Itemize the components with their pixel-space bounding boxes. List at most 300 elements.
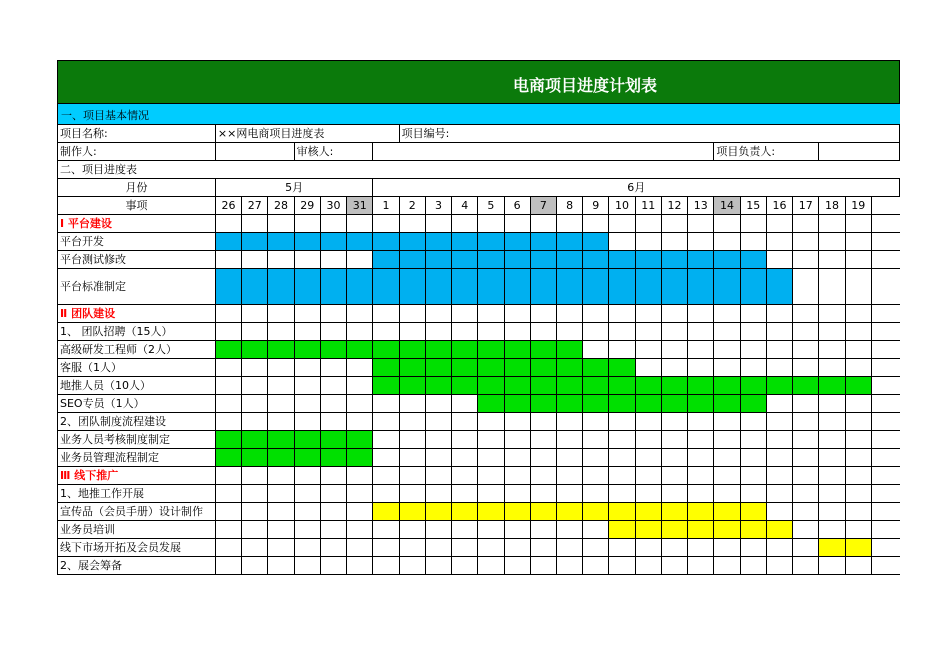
gantt-cell[interactable] [556, 485, 582, 503]
gantt-cell[interactable] [635, 413, 661, 431]
gantt-cell[interactable] [661, 557, 687, 575]
gantt-cell[interactable] [242, 467, 268, 485]
owner-value[interactable] [819, 143, 900, 161]
gantt-cell[interactable] [635, 485, 661, 503]
gantt-cell[interactable] [215, 503, 241, 521]
gantt-cell[interactable] [740, 431, 766, 449]
gantt-cell[interactable] [740, 539, 766, 557]
gantt-cell[interactable] [215, 305, 241, 323]
gantt-cell[interactable] [819, 395, 845, 413]
gantt-cell[interactable] [268, 215, 294, 233]
gantt-cell[interactable] [399, 305, 425, 323]
gantt-cell[interactable] [478, 215, 504, 233]
gantt-cell[interactable] [504, 431, 530, 449]
gantt-cell[interactable] [268, 503, 294, 521]
gantt-cell[interactable] [399, 539, 425, 557]
gantt-cell[interactable] [294, 305, 320, 323]
gantt-bar-cell[interactable] [609, 377, 635, 395]
gantt-cell[interactable] [609, 305, 635, 323]
gantt-cell[interactable] [556, 413, 582, 431]
gantt-bar-cell[interactable] [504, 251, 530, 269]
gantt-bar-cell[interactable] [583, 233, 609, 251]
gantt-cell[interactable] [530, 485, 556, 503]
gantt-cell[interactable] [373, 539, 399, 557]
gantt-bar-cell[interactable] [740, 251, 766, 269]
gantt-cell[interactable] [583, 449, 609, 467]
gantt-bar-cell[interactable] [478, 395, 504, 413]
gantt-cell[interactable] [793, 395, 819, 413]
gantt-cell[interactable] [452, 449, 478, 467]
gantt-cell[interactable] [661, 215, 687, 233]
gantt-cell[interactable] [556, 557, 582, 575]
gantt-cell[interactable] [504, 485, 530, 503]
gantt-cell[interactable] [373, 395, 399, 413]
gantt-bar-cell[interactable] [399, 233, 425, 251]
gantt-cell[interactable] [661, 413, 687, 431]
gantt-cell[interactable] [268, 485, 294, 503]
gantt-cell[interactable] [373, 413, 399, 431]
gantt-bar-cell[interactable] [661, 521, 687, 539]
gantt-cell[interactable] [242, 413, 268, 431]
gantt-cell[interactable] [793, 251, 819, 269]
gantt-cell[interactable] [819, 251, 845, 269]
gantt-cell[interactable] [845, 449, 871, 467]
gantt-cell[interactable] [452, 485, 478, 503]
gantt-cell[interactable] [452, 521, 478, 539]
gantt-bar-cell[interactable] [399, 341, 425, 359]
gantt-cell[interactable] [294, 251, 320, 269]
gantt-bar-cell[interactable] [504, 395, 530, 413]
gantt-cell[interactable] [268, 323, 294, 341]
gantt-bar-cell[interactable] [268, 269, 294, 305]
gantt-cell[interactable] [819, 269, 845, 305]
gantt-cell[interactable] [530, 521, 556, 539]
gantt-cell[interactable] [320, 305, 346, 323]
gantt-bar-cell[interactable] [478, 233, 504, 251]
gantt-bar-cell[interactable] [347, 233, 373, 251]
gantt-cell[interactable] [845, 395, 871, 413]
gantt-cell[interactable] [793, 341, 819, 359]
gantt-cell[interactable] [530, 305, 556, 323]
project-name-value[interactable]: ××网电商项目进度表 [215, 125, 399, 143]
gantt-cell[interactable] [740, 413, 766, 431]
gantt-cell[interactable] [268, 305, 294, 323]
gantt-cell[interactable] [294, 557, 320, 575]
gantt-cell[interactable] [268, 467, 294, 485]
gantt-cell[interactable] [373, 521, 399, 539]
gantt-cell[interactable] [294, 485, 320, 503]
gantt-cell[interactable] [320, 485, 346, 503]
gantt-bar-cell[interactable] [268, 449, 294, 467]
gantt-bar-cell[interactable] [714, 395, 740, 413]
gantt-bar-cell[interactable] [425, 503, 451, 521]
gantt-cell[interactable] [740, 341, 766, 359]
gantt-cell[interactable] [399, 395, 425, 413]
gantt-cell[interactable] [530, 467, 556, 485]
gantt-cell[interactable] [425, 467, 451, 485]
gantt-bar-cell[interactable] [530, 503, 556, 521]
gantt-bar-cell[interactable] [556, 377, 582, 395]
gantt-cell[interactable] [320, 377, 346, 395]
gantt-cell[interactable] [819, 305, 845, 323]
gantt-cell[interactable] [452, 215, 478, 233]
gantt-bar-cell[interactable] [583, 269, 609, 305]
gantt-cell[interactable] [268, 395, 294, 413]
gantt-cell[interactable] [845, 251, 871, 269]
gantt-cell[interactable] [793, 269, 819, 305]
gantt-cell[interactable] [452, 467, 478, 485]
gantt-bar-cell[interactable] [530, 377, 556, 395]
gantt-cell[interactable] [793, 359, 819, 377]
gantt-cell[interactable] [609, 539, 635, 557]
gantt-cell[interactable] [347, 557, 373, 575]
gantt-cell[interactable] [294, 377, 320, 395]
gantt-bar-cell[interactable] [425, 251, 451, 269]
gantt-bar-cell[interactable] [714, 377, 740, 395]
gantt-cell[interactable] [556, 323, 582, 341]
gantt-bar-cell[interactable] [399, 359, 425, 377]
gantt-cell[interactable] [819, 467, 845, 485]
gantt-cell[interactable] [242, 395, 268, 413]
gantt-bar-cell[interactable] [504, 359, 530, 377]
gantt-cell[interactable] [268, 251, 294, 269]
gantt-cell[interactable] [320, 503, 346, 521]
gantt-bar-cell[interactable] [452, 269, 478, 305]
gantt-bar-cell[interactable] [609, 503, 635, 521]
gantt-bar-cell[interactable] [504, 341, 530, 359]
gantt-cell[interactable] [688, 467, 714, 485]
gantt-bar-cell[interactable] [373, 341, 399, 359]
gantt-cell[interactable] [845, 233, 871, 251]
gantt-cell[interactable] [793, 557, 819, 575]
gantt-cell[interactable] [688, 305, 714, 323]
gantt-cell[interactable] [242, 215, 268, 233]
gantt-bar-cell[interactable] [583, 251, 609, 269]
gantt-cell[interactable] [347, 359, 373, 377]
gantt-bar-cell[interactable] [530, 233, 556, 251]
gantt-cell[interactable] [740, 359, 766, 377]
gantt-cell[interactable] [793, 539, 819, 557]
gantt-cell[interactable] [373, 557, 399, 575]
gantt-bar-cell[interactable] [452, 503, 478, 521]
gantt-bar-cell[interactable] [478, 341, 504, 359]
gantt-bar-cell[interactable] [661, 395, 687, 413]
gantt-bar-cell[interactable] [688, 503, 714, 521]
gantt-cell[interactable] [347, 485, 373, 503]
gantt-cell[interactable] [609, 323, 635, 341]
gantt-bar-cell[interactable] [583, 503, 609, 521]
gantt-bar-cell[interactable] [740, 377, 766, 395]
gantt-bar-cell[interactable] [478, 269, 504, 305]
gantt-cell[interactable] [530, 557, 556, 575]
gantt-cell[interactable] [347, 251, 373, 269]
gantt-cell[interactable] [530, 449, 556, 467]
gantt-cell[interactable] [766, 395, 792, 413]
gantt-bar-cell[interactable] [714, 251, 740, 269]
gantt-cell[interactable] [766, 251, 792, 269]
gantt-bar-cell[interactable] [452, 377, 478, 395]
gantt-cell[interactable] [294, 359, 320, 377]
gantt-cell[interactable] [766, 323, 792, 341]
gantt-cell[interactable] [242, 521, 268, 539]
gantt-cell[interactable] [320, 557, 346, 575]
gantt-bar-cell[interactable] [609, 251, 635, 269]
gantt-bar-cell[interactable] [215, 431, 241, 449]
gantt-cell[interactable] [556, 521, 582, 539]
gantt-cell[interactable] [793, 503, 819, 521]
gantt-cell[interactable] [766, 467, 792, 485]
gantt-bar-cell[interactable] [425, 341, 451, 359]
gantt-cell[interactable] [504, 449, 530, 467]
gantt-bar-cell[interactable] [347, 449, 373, 467]
gantt-cell[interactable] [714, 449, 740, 467]
gantt-cell[interactable] [793, 233, 819, 251]
gantt-cell[interactable] [478, 467, 504, 485]
gantt-cell[interactable] [635, 359, 661, 377]
gantt-cell[interactable] [714, 431, 740, 449]
gantt-cell[interactable] [268, 539, 294, 557]
gantt-bar-cell[interactable] [294, 449, 320, 467]
gantt-bar-cell[interactable] [347, 269, 373, 305]
gantt-cell[interactable] [425, 305, 451, 323]
gantt-cell[interactable] [845, 503, 871, 521]
gantt-bar-cell[interactable] [688, 251, 714, 269]
gantt-cell[interactable] [268, 413, 294, 431]
gantt-cell[interactable] [766, 359, 792, 377]
gantt-cell[interactable] [530, 215, 556, 233]
gantt-cell[interactable] [504, 413, 530, 431]
gantt-cell[interactable] [320, 539, 346, 557]
gantt-bar-cell[interactable] [556, 395, 582, 413]
gantt-bar-cell[interactable] [714, 521, 740, 539]
gantt-cell[interactable] [478, 305, 504, 323]
gantt-bar-cell[interactable] [478, 377, 504, 395]
gantt-bar-cell[interactable] [320, 449, 346, 467]
maker-value[interactable] [215, 143, 294, 161]
gantt-cell[interactable] [504, 557, 530, 575]
gantt-bar-cell[interactable] [294, 269, 320, 305]
gantt-bar-cell[interactable] [740, 269, 766, 305]
gantt-cell[interactable] [661, 467, 687, 485]
gantt-cell[interactable] [688, 449, 714, 467]
gantt-cell[interactable] [242, 485, 268, 503]
gantt-cell[interactable] [373, 215, 399, 233]
gantt-bar-cell[interactable] [556, 251, 582, 269]
gantt-bar-cell[interactable] [215, 269, 241, 305]
gantt-cell[interactable] [635, 449, 661, 467]
gantt-cell[interactable] [609, 449, 635, 467]
gantt-cell[interactable] [320, 251, 346, 269]
gantt-cell[interactable] [504, 323, 530, 341]
gantt-bar-cell[interactable] [609, 269, 635, 305]
gantt-bar-cell[interactable] [740, 395, 766, 413]
gantt-bar-cell[interactable] [661, 377, 687, 395]
gantt-cell[interactable] [661, 305, 687, 323]
gantt-bar-cell[interactable] [556, 503, 582, 521]
gantt-cell[interactable] [294, 323, 320, 341]
gantt-cell[interactable] [399, 485, 425, 503]
gantt-cell[interactable] [635, 557, 661, 575]
gantt-cell[interactable] [583, 431, 609, 449]
gantt-cell[interactable] [425, 413, 451, 431]
gantt-cell[interactable] [819, 431, 845, 449]
gantt-cell[interactable] [425, 557, 451, 575]
gantt-cell[interactable] [215, 413, 241, 431]
gantt-bar-cell[interactable] [215, 449, 241, 467]
gantt-cell[interactable] [583, 413, 609, 431]
gantt-cell[interactable] [635, 539, 661, 557]
gantt-bar-cell[interactable] [504, 233, 530, 251]
gantt-bar-cell[interactable] [556, 269, 582, 305]
gantt-cell[interactable] [425, 539, 451, 557]
gantt-cell[interactable] [819, 341, 845, 359]
gantt-cell[interactable] [347, 323, 373, 341]
gantt-cell[interactable] [530, 323, 556, 341]
gantt-cell[interactable] [845, 323, 871, 341]
gantt-cell[interactable] [399, 413, 425, 431]
gantt-cell[interactable] [609, 431, 635, 449]
gantt-cell[interactable] [583, 467, 609, 485]
gantt-cell[interactable] [688, 539, 714, 557]
gantt-bar-cell[interactable] [635, 521, 661, 539]
gantt-cell[interactable] [530, 431, 556, 449]
gantt-bar-cell[interactable] [268, 233, 294, 251]
gantt-cell[interactable] [766, 341, 792, 359]
gantt-cell[interactable] [556, 467, 582, 485]
gantt-bar-cell[interactable] [373, 359, 399, 377]
gantt-bar-cell[interactable] [530, 341, 556, 359]
gantt-bar-cell[interactable] [373, 269, 399, 305]
gantt-cell[interactable] [556, 305, 582, 323]
gantt-bar-cell[interactable] [635, 377, 661, 395]
gantt-cell[interactable] [478, 413, 504, 431]
gantt-bar-cell[interactable] [425, 233, 451, 251]
gantt-cell[interactable] [347, 521, 373, 539]
gantt-bar-cell[interactable] [661, 269, 687, 305]
gantt-bar-cell[interactable] [845, 539, 871, 557]
gantt-cell[interactable] [215, 395, 241, 413]
gantt-bar-cell[interactable] [688, 269, 714, 305]
gantt-bar-cell[interactable] [609, 395, 635, 413]
gantt-cell[interactable] [294, 413, 320, 431]
gantt-bar-cell[interactable] [556, 359, 582, 377]
gantt-cell[interactable] [766, 539, 792, 557]
gantt-cell[interactable] [714, 359, 740, 377]
gantt-cell[interactable] [609, 233, 635, 251]
gantt-bar-cell[interactable] [399, 269, 425, 305]
gantt-cell[interactable] [242, 557, 268, 575]
gantt-cell[interactable] [661, 539, 687, 557]
gantt-cell[interactable] [215, 521, 241, 539]
gantt-bar-cell[interactable] [688, 521, 714, 539]
gantt-cell[interactable] [583, 557, 609, 575]
gantt-bar-cell[interactable] [793, 377, 819, 395]
gantt-cell[interactable] [793, 215, 819, 233]
gantt-cell[interactable] [819, 521, 845, 539]
gantt-bar-cell[interactable] [530, 359, 556, 377]
gantt-cell[interactable] [556, 449, 582, 467]
gantt-cell[interactable] [609, 215, 635, 233]
gantt-cell[interactable] [635, 233, 661, 251]
gantt-cell[interactable] [740, 467, 766, 485]
gantt-cell[interactable] [688, 359, 714, 377]
gantt-cell[interactable] [688, 215, 714, 233]
gantt-bar-cell[interactable] [242, 233, 268, 251]
gantt-cell[interactable] [373, 485, 399, 503]
gantt-cell[interactable] [661, 323, 687, 341]
gantt-cell[interactable] [688, 233, 714, 251]
gantt-cell[interactable] [714, 467, 740, 485]
gantt-cell[interactable] [373, 467, 399, 485]
gantt-cell[interactable] [766, 215, 792, 233]
gantt-cell[interactable] [530, 413, 556, 431]
gantt-cell[interactable] [452, 557, 478, 575]
gantt-cell[interactable] [845, 341, 871, 359]
gantt-bar-cell[interactable] [320, 269, 346, 305]
gantt-cell[interactable] [294, 215, 320, 233]
gantt-cell[interactable] [425, 449, 451, 467]
gantt-cell[interactable] [215, 557, 241, 575]
gantt-cell[interactable] [320, 413, 346, 431]
gantt-cell[interactable] [714, 539, 740, 557]
gantt-cell[interactable] [583, 521, 609, 539]
gantt-bar-cell[interactable] [452, 341, 478, 359]
gantt-bar-cell[interactable] [583, 377, 609, 395]
gantt-bar-cell[interactable] [425, 377, 451, 395]
gantt-cell[interactable] [740, 557, 766, 575]
gantt-bar-cell[interactable] [294, 341, 320, 359]
gantt-bar-cell[interactable] [530, 395, 556, 413]
gantt-cell[interactable] [399, 323, 425, 341]
gantt-cell[interactable] [425, 431, 451, 449]
gantt-bar-cell[interactable] [609, 521, 635, 539]
gantt-cell[interactable] [661, 341, 687, 359]
gantt-bar-cell[interactable] [425, 359, 451, 377]
gantt-cell[interactable] [766, 503, 792, 521]
gantt-cell[interactable] [819, 413, 845, 431]
gantt-cell[interactable] [819, 215, 845, 233]
gantt-cell[interactable] [347, 539, 373, 557]
gantt-cell[interactable] [504, 539, 530, 557]
gantt-cell[interactable] [845, 557, 871, 575]
gantt-cell[interactable] [478, 485, 504, 503]
gantt-cell[interactable] [399, 215, 425, 233]
gantt-bar-cell[interactable] [373, 377, 399, 395]
gantt-cell[interactable] [215, 215, 241, 233]
gantt-cell[interactable] [399, 431, 425, 449]
gantt-cell[interactable] [530, 539, 556, 557]
gantt-cell[interactable] [793, 467, 819, 485]
gantt-bar-cell[interactable] [583, 359, 609, 377]
gantt-cell[interactable] [556, 215, 582, 233]
gantt-bar-cell[interactable] [635, 269, 661, 305]
gantt-bar-cell[interactable] [452, 359, 478, 377]
gantt-cell[interactable] [845, 269, 871, 305]
gantt-cell[interactable] [504, 305, 530, 323]
gantt-cell[interactable] [714, 341, 740, 359]
gantt-cell[interactable] [215, 323, 241, 341]
gantt-cell[interactable] [294, 503, 320, 521]
gantt-bar-cell[interactable] [320, 431, 346, 449]
gantt-cell[interactable] [845, 467, 871, 485]
gantt-bar-cell[interactable] [714, 503, 740, 521]
gantt-cell[interactable] [661, 233, 687, 251]
gantt-bar-cell[interactable] [766, 269, 792, 305]
gantt-bar-cell[interactable] [766, 377, 792, 395]
gantt-cell[interactable] [688, 485, 714, 503]
gantt-cell[interactable] [320, 215, 346, 233]
gantt-cell[interactable] [452, 395, 478, 413]
